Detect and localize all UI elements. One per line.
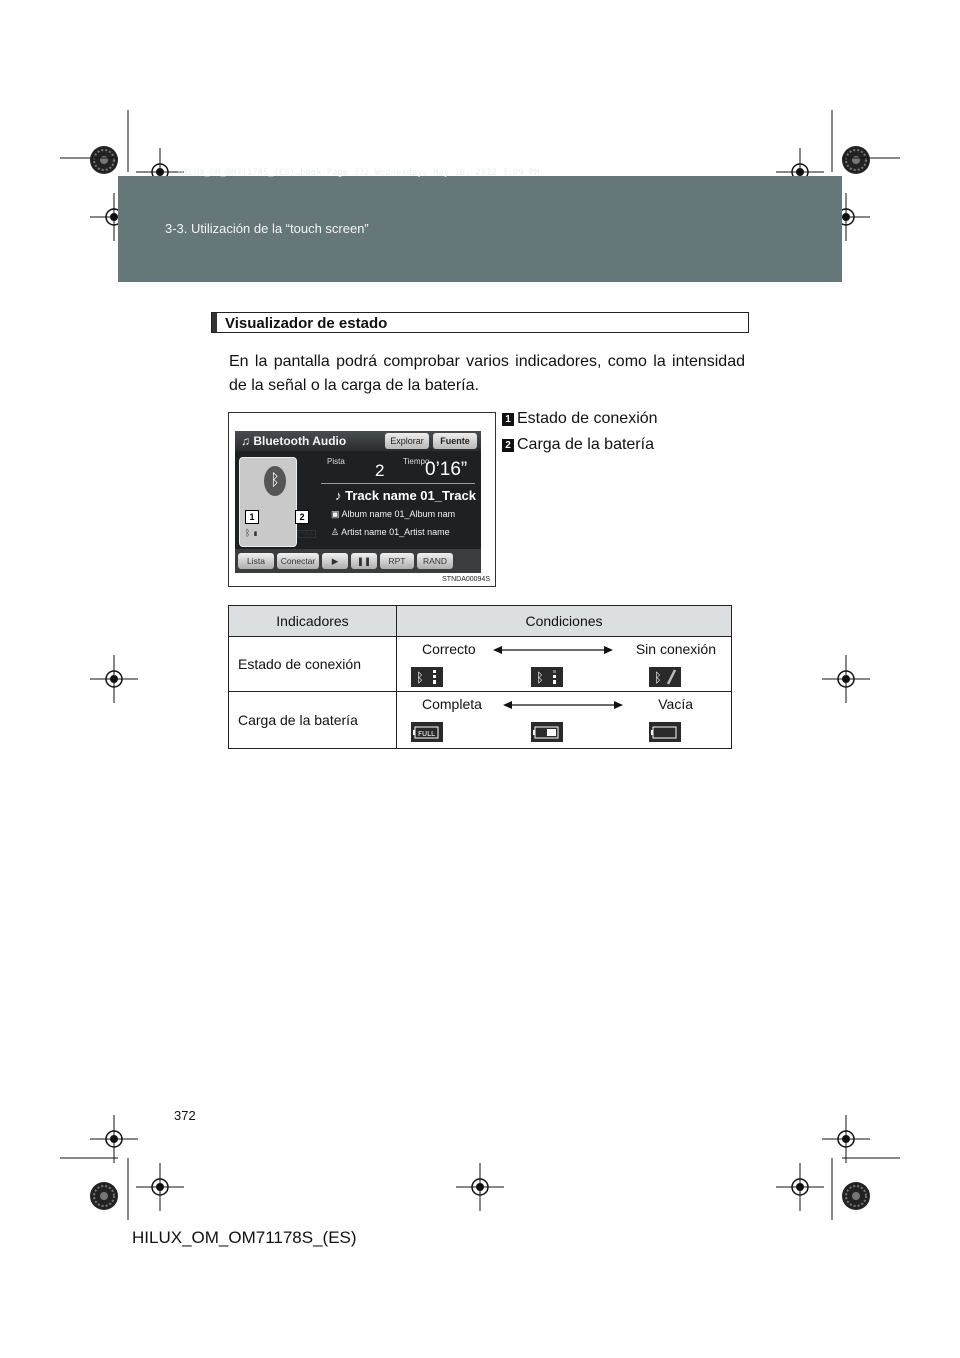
book-info-line: HILUX_OM_OM71178S_(ES).book Page 372 Wednesday, May 16, 2012 3:09 PM	[178, 168, 540, 178]
condition-left-label: Correcto	[422, 641, 476, 657]
lista-button: Lista	[238, 553, 274, 569]
play-button: ▶	[322, 553, 348, 569]
bt-signal-full-icon	[411, 667, 443, 687]
legend-text-2: Carga de la batería	[517, 436, 654, 453]
condition-right-label: Vacía	[658, 696, 693, 712]
double-arrow-icon	[503, 700, 623, 710]
rand-button: RAND	[417, 553, 453, 569]
album-name: ▣ Album name 01_Album nam	[331, 509, 456, 519]
svg-text:FULL: FULL	[418, 730, 435, 738]
svg-text:ᛒ: ᛒ	[416, 671, 424, 686]
screen-title-bar	[235, 431, 481, 451]
indicators-table	[228, 605, 732, 749]
pista-label: Pista	[327, 457, 345, 466]
bluetooth-icon: ᛒ	[264, 466, 286, 496]
callout-1: 1	[245, 510, 259, 524]
bluetooth-audio-screen	[235, 431, 481, 573]
screen-title: ♫ Bluetooth Audio	[241, 434, 347, 448]
row-label-connection: Estado de conexión	[229, 637, 397, 692]
rpt-button: RPT	[380, 553, 414, 569]
svg-text:ᛒ: ᛒ	[536, 671, 544, 686]
section-title: 3-3. Utilización de la “touch screen”	[165, 221, 369, 236]
table-row	[229, 692, 732, 749]
legend-item-2	[502, 436, 654, 454]
svg-text:ᛒ: ᛒ	[654, 671, 662, 686]
document-id: HILUX_OM_OM71178S_(ES)	[132, 1228, 357, 1247]
header-condiciones: Condiciones	[397, 606, 732, 637]
bt-signal-partial-icon	[531, 667, 563, 687]
intro-paragraph: En la pantalla podrá comprobar varios indicadores, como la intensidad de la señal o la carga de la batería.	[229, 353, 745, 394]
callout-2: 2	[295, 510, 309, 524]
screen-divider	[321, 483, 475, 484]
legend-item-1	[502, 410, 658, 428]
condition-right-label: Sin conexión	[635, 641, 716, 657]
header-indicadores: Indicadores	[229, 606, 397, 637]
tiempo-label: Tiempo	[403, 457, 430, 466]
conectar-button: Conectar	[277, 553, 319, 569]
legend-number-1: 1	[502, 413, 514, 426]
heading-accent	[212, 313, 217, 332]
artist-name: ♙ Artist name 01_Artist name	[331, 527, 450, 537]
screenshot-figure	[228, 412, 496, 587]
heading-text: Visualizador de estado	[225, 315, 388, 332]
table-row	[229, 637, 732, 692]
section-heading	[211, 312, 749, 333]
elapsed-time: 0’16”	[425, 459, 468, 480]
battery-full-icon	[411, 722, 443, 742]
condition-left-label: Completa	[422, 696, 482, 712]
battery-half-icon	[531, 722, 563, 742]
track-number: 2	[375, 461, 385, 480]
double-arrow-icon	[493, 645, 613, 655]
fuente-button: Fuente	[433, 433, 477, 449]
condition-cell-connection	[397, 637, 732, 692]
bt-no-connection-icon	[649, 667, 681, 687]
status-panel	[239, 457, 314, 547]
legend-number-2: 2	[502, 439, 514, 452]
battery-icon: FULL	[299, 531, 314, 537]
table-header-row	[229, 606, 732, 637]
explorar-button: Explorar	[385, 433, 429, 449]
connection-status-icon: ᛒ ▮	[245, 528, 259, 538]
screen-bottom-bar	[235, 549, 481, 573]
row-label-battery: Carga de la batería	[229, 692, 397, 749]
figure-code: STNDA00094S	[442, 576, 490, 583]
pause-button: ❚❚	[351, 553, 377, 569]
track-name: ♪ Track name 01_Track	[335, 488, 476, 503]
condition-cell-battery	[397, 692, 732, 749]
legend-text-1: Estado de conexión	[517, 410, 658, 427]
page-number: 372	[174, 1108, 196, 1123]
battery-empty-icon	[649, 722, 681, 742]
